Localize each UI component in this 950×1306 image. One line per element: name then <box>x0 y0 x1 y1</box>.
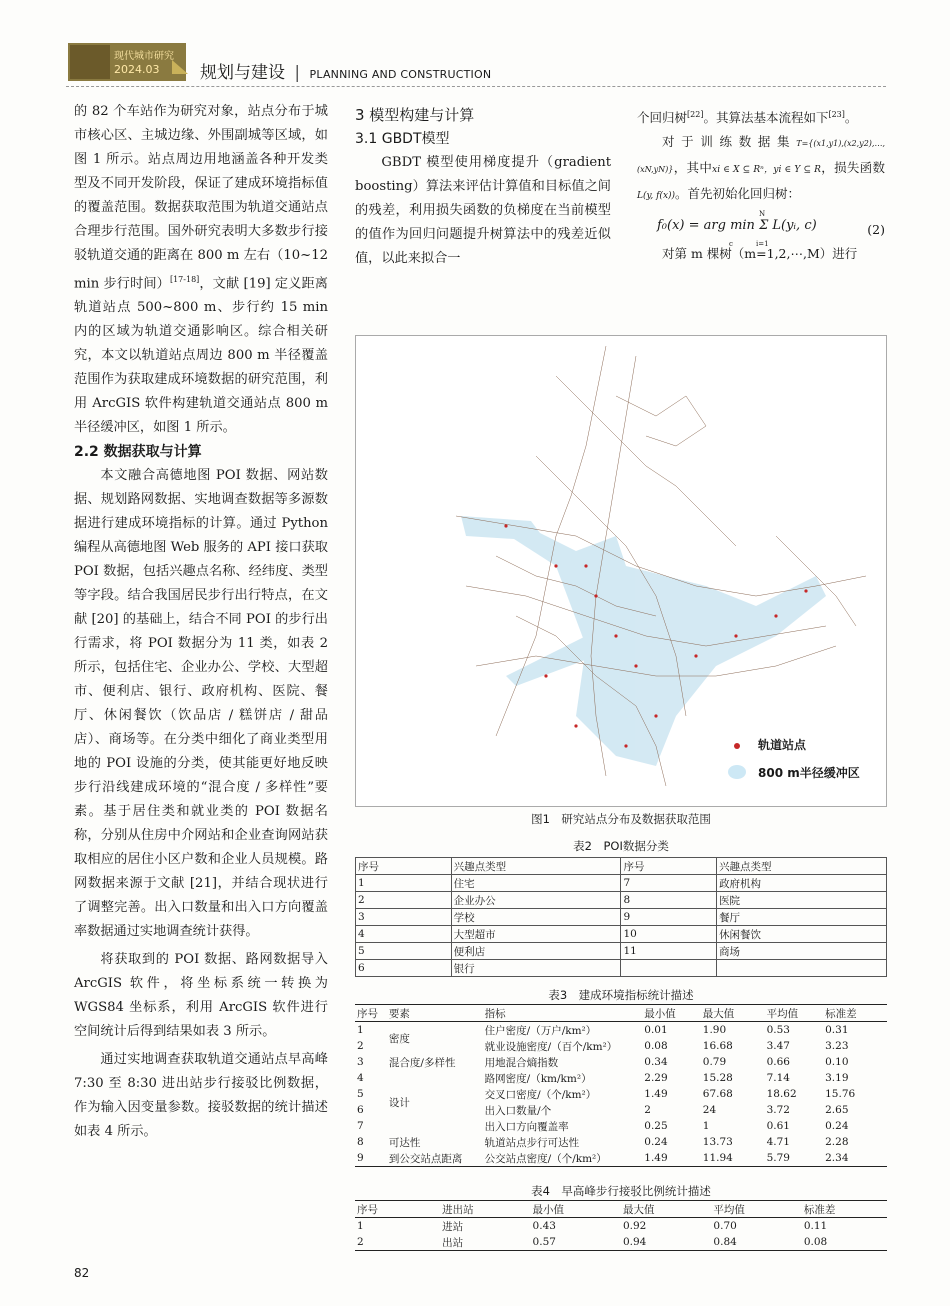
journal-name: 现代城市研究 <box>114 51 174 62</box>
table-row <box>356 960 887 977</box>
journal-logo <box>68 43 186 81</box>
table-cell: 9 <box>355 1150 387 1167</box>
table-group-cell: 设计 <box>388 1096 410 1109</box>
page-number: 82 <box>74 1266 90 1280</box>
section-title-en: PLANNING AND CONSTRUCTION <box>309 68 492 81</box>
table-cell: 3 <box>357 1056 364 1068</box>
table-cell: 0.34 <box>644 1056 668 1068</box>
middle-column <box>355 103 611 271</box>
table-cell: 67.68 <box>702 1088 733 1100</box>
section-title-cn: 规划与建设 <box>200 63 285 83</box>
table-row <box>355 1134 887 1150</box>
table-cell: 7.14 <box>766 1072 790 1084</box>
table-header: 标准差 <box>802 1201 887 1218</box>
table-header: 最大值 <box>621 1201 711 1218</box>
table-3 <box>355 1004 887 1167</box>
table-cell: 18.62 <box>766 1088 797 1100</box>
section-title: 规划与建设 | PLANNING AND CONSTRUCTION <box>200 63 492 83</box>
paragraph-text: ，损失函数 <box>820 160 885 176</box>
table-cell: 轨道站点步行可达性 <box>484 1136 580 1149</box>
table-group-cell: 密度 <box>388 1032 410 1045</box>
table-cell: 4 <box>357 1072 364 1084</box>
buffer-network <box>486 521 826 766</box>
table-cell: 15.28 <box>702 1072 733 1084</box>
table-cell: 0.66 <box>766 1056 790 1068</box>
table-cell: 0.25 <box>644 1120 668 1132</box>
table-cell: 0.08 <box>802 1234 887 1251</box>
table-row <box>356 943 887 960</box>
table-cell: 0.92 <box>622 1220 647 1232</box>
table-cell: 0.61 <box>766 1120 790 1132</box>
table-cell: 1 <box>357 1220 364 1232</box>
table-4 <box>355 1200 887 1251</box>
paragraph: 将获取到的 POI 数据、路网数据导入 ArcGIS 软件，将坐标系统一转换为 WGS84 坐标系，利用 ArcGIS 软件进行空间统计后得到结果如表 3 所示。 <box>74 952 328 1040</box>
table-header: 兴趣点类型 <box>717 858 887 875</box>
math-trainset: T={(x1,y1),(x2,y2),…,(xN,yN)} <box>637 139 885 175</box>
paragraph <box>637 130 885 208</box>
table-cell: 3.72 <box>766 1104 790 1116</box>
table-row <box>355 1150 887 1167</box>
table-cell: 3 <box>356 909 452 926</box>
table-cell: 就业设施密度/（百个/km²） <box>484 1040 618 1053</box>
table-cell: 3.47 <box>766 1040 790 1052</box>
table-cell <box>717 960 887 977</box>
table-header: 进出站 <box>440 1201 530 1218</box>
table-cell: 9 <box>621 909 717 926</box>
table-cell: 便利店 <box>451 943 621 960</box>
citation: [22] <box>687 110 704 119</box>
section-heading-3-1: 3.1 GBDT模型 <box>355 131 450 147</box>
table-cell: 医院 <box>717 892 887 909</box>
math-loss: L(y, f(x)) <box>637 191 676 202</box>
table-cell: 2.29 <box>644 1072 668 1084</box>
table-row <box>356 892 887 909</box>
table-group-cell: 可达性 <box>388 1136 421 1149</box>
table-cell: 商场 <box>717 943 887 960</box>
table-header: 最小值 <box>642 1005 701 1022</box>
table-cell: 5 <box>357 1088 364 1100</box>
table-cell: 0.11 <box>803 1220 828 1232</box>
table-cell: 4.71 <box>766 1136 790 1148</box>
table-3-caption: 表3 建成环境指标统计描述 <box>548 988 694 1002</box>
paragraph: GBDT 模型使用梯度提升（gradient boosting）算法来评估计算值和目标值之间的残差，利用损失函数的负梯度在当前模型的值作为回归问题提升树算法中的残差近似值，以此来拟合一 <box>355 155 611 266</box>
table-cell <box>621 960 717 977</box>
table-header: 序号 <box>355 1201 440 1218</box>
table-cell: 政府机构 <box>717 875 887 892</box>
table-row <box>355 1070 887 1086</box>
issue-number: 2024.03 <box>114 63 160 76</box>
table-cell: 进站 <box>442 1220 464 1233</box>
table-cell: 7 <box>357 1120 364 1132</box>
table-header: 最大值 <box>701 1005 765 1022</box>
table-cell: 6 <box>357 1104 364 1116</box>
table-cell: 用地混合熵指数 <box>484 1056 559 1069</box>
table-cell: 0.57 <box>531 1234 621 1251</box>
table-cell: 5 <box>356 943 452 960</box>
table-cell: 0.94 <box>621 1234 711 1251</box>
table-cell: 1.49 <box>642 1150 701 1167</box>
paragraph-text: 对于训练数据集 <box>662 134 797 150</box>
paragraph-text: 的 82 个车站作为研究对象，站点分布于城市核心区、主城边缘、外围副城等区域，如图 1 所示。站点周边用地涵盖各种开发类型及不同开发阶段，保证了建成环境指标值的覆盖范围。数据获取范围为轨道交通站点合理步行范围。国外研究表明大多数步行接驳轨道交通的距离在 800 m 左右（10~12 min 步行时间） <box>74 104 328 292</box>
table-cell: 16.68 <box>702 1040 733 1052</box>
equation-2 <box>637 208 885 249</box>
logo-photo <box>70 45 110 79</box>
table-cell: 0.01 <box>644 1024 668 1036</box>
figure-1-caption: 图1 研究站点分布及数据获取范围 <box>531 812 711 826</box>
equation-upper-limit: N <box>759 210 766 219</box>
paragraph: 本文融合高德地图 POI 数据、网站数据、规划路网数据、实地调查数据等多源数据进行建成环境指标的计算。通过 Python 编程从高德地图 Web 服务的 API 接口获取 POI 数据，包括兴趣点名称、经纬度、类型等字段。结合我国居民步行出行特点，在文献 [20] 的基础上，结合不同 POI 的步行出行需求，将 POI 数据分为 11 类，如表 2 所示，包括住宅、企业办公、学校、大型超市、便利店、银行、政府机构、医院、餐厅、休闲餐饮（饮品店 / 糕饼店 / 甜品店）、商场等。在分类中细化了商业类型用地的 POI 设施的分类，使其能更好地反映步行沿线建成环境的“混合度 / 多样性”要素。基于居住类和就业类的 POI 数据名称，分别从住房中介网站和企业查询网站获取相应的居住小区户数和企业人员规模。路网数据来源于文献 [21]，并结合现状进行了调整完善。出入口数量和出入口方向覆盖率数据通过实地调查统计获得。 <box>74 468 328 940</box>
paragraph-text: 。其算法基本流程如下 <box>703 110 829 126</box>
paragraph-text: 。 <box>844 110 858 126</box>
table-cell: 住宅 <box>451 875 621 892</box>
buffer-west <box>461 516 546 541</box>
table-cell: 公交站点密度/（个/km²） <box>483 1150 643 1167</box>
table-row <box>356 875 887 892</box>
table-cell: 1 <box>702 1120 710 1132</box>
math-condition: xi ∈ X ⊆ Rⁿ，yi ∈ Y ⊆ R <box>712 165 821 176</box>
table-cell: 4 <box>356 926 452 943</box>
table-cell: 出站 <box>440 1234 530 1251</box>
header-rule <box>66 86 886 88</box>
equation-number: (2) <box>867 222 885 238</box>
table-cell: 3.23 <box>825 1040 849 1052</box>
table-cell: 2 <box>355 1234 440 1251</box>
table-cell: 大型超市 <box>451 926 621 943</box>
table-cell: 学校 <box>451 909 621 926</box>
buffer-zones <box>461 516 826 766</box>
paragraph <box>74 100 328 440</box>
table-2 <box>355 857 887 977</box>
equation-lower-limit: i=1 <box>756 240 769 249</box>
legend-station-label: 轨道站点 <box>758 738 807 752</box>
table-row <box>356 926 887 943</box>
table-cell: 0.31 <box>825 1024 849 1036</box>
logo-corner-decoration <box>172 60 188 74</box>
table-cell: 路网密度/（km/km²） <box>484 1072 592 1085</box>
table-4-caption: 表4 早高峰步行接驳比例统计描述 <box>531 1184 711 1198</box>
left-column <box>74 100 328 1144</box>
figure-1-map <box>355 335 887 807</box>
legend-buffer-symbol <box>728 765 746 779</box>
table-header: 序号 <box>356 858 452 875</box>
table-cell: 1.90 <box>702 1024 727 1036</box>
table-group-cell: 混合度/多样性 <box>388 1056 456 1069</box>
paragraph-text: ，其中 <box>673 160 713 176</box>
citation: [17-18] <box>169 275 200 284</box>
table-header: 最小值 <box>531 1201 621 1218</box>
table-cell: 2.34 <box>823 1150 887 1167</box>
table-header: 指标 <box>483 1005 643 1022</box>
table-cell: 0.43 <box>532 1220 556 1232</box>
table-row <box>355 1234 887 1251</box>
table-header: 序号 <box>621 858 717 875</box>
table-header: 序号 <box>355 1005 387 1022</box>
table-cell: 2 <box>644 1104 651 1116</box>
table-cell: 0.24 <box>644 1136 668 1148</box>
paragraph: 对第 m 棵树（m=1,2,⋯,M）进行 <box>662 246 858 262</box>
legend-buffer-label: 800 m半径缓冲区 <box>758 766 860 780</box>
table-row <box>355 1022 887 1039</box>
equation-body: f₀(x) = arg min Σ L(yᵢ, c) <box>657 218 817 234</box>
table-cell: 1 <box>357 1024 364 1036</box>
section-heading-2-2: 2.2 数据获取与计算 <box>74 444 202 461</box>
table-cell: 0.53 <box>766 1024 790 1036</box>
table-cell: 0.84 <box>711 1234 801 1251</box>
paragraph-text: 个回归树 <box>637 110 688 126</box>
table-cell: 11 <box>621 943 717 960</box>
table-cell: 8 <box>621 892 717 909</box>
table-cell: 交叉口密度/（个/km²） <box>484 1088 597 1101</box>
paragraph-text: 。首先初始化回归树： <box>675 186 801 202</box>
table-group-cell: 到公交站点距离 <box>387 1150 483 1167</box>
table-cell: 8 <box>357 1136 364 1148</box>
table-cell: 2 <box>357 1040 364 1052</box>
table-cell: 休闲餐饮 <box>717 926 887 943</box>
legend-station-symbol <box>734 743 740 749</box>
table-cell: 出入口方向覆盖率 <box>484 1120 569 1133</box>
table-row <box>355 1054 887 1070</box>
table-cell: 餐厅 <box>717 909 887 926</box>
table-cell: 10 <box>621 926 717 943</box>
table-cell: 0.10 <box>825 1056 849 1068</box>
table-header: 标准差 <box>823 1005 887 1022</box>
table-header: 兴趣点类型 <box>451 858 621 875</box>
equation-argmin-var: c <box>729 240 733 249</box>
table-cell: 住户密度/（万户/km²） <box>484 1024 597 1037</box>
table-cell: 2.28 <box>825 1136 849 1148</box>
table-cell: 0.79 <box>702 1056 727 1068</box>
table-cell: 3.19 <box>825 1072 849 1084</box>
table-cell: 2.65 <box>825 1104 849 1116</box>
right-column <box>637 103 885 266</box>
citation: [23] <box>828 110 845 119</box>
map-graphic <box>356 336 886 806</box>
paragraph: 通过实地调查获取轨道交通站点早高峰 7:30 至 8:30 进出站步行接驳比例数据，作为输入因变量参数。接驳数据的统计描述如表 4 所示。 <box>74 1052 328 1140</box>
table-cell: 1.49 <box>644 1088 668 1100</box>
table-2-caption: 表2 POI数据分类 <box>573 839 669 853</box>
table-header: 平均值 <box>765 1005 824 1022</box>
table-header: 要素 <box>387 1005 483 1022</box>
table-cell: 银行 <box>451 960 621 977</box>
table-cell: 24 <box>702 1104 717 1116</box>
paragraph-text: ，文献 [19] 定义距离轨道站点 500~800 m、步行约 15 min 内的区域为轨道交通影响区。综合相关研究，本文以轨道站点周边 800 m 半径覆盖范围作为获取建成环境数据的研究范围，利用 ArcGIS 软件构建轨道交通站点 800 m 半径缓冲区，如图 1 所示。 <box>74 276 328 436</box>
table-row <box>356 909 887 926</box>
table-cell: 7 <box>621 875 717 892</box>
table-cell: 15.76 <box>825 1088 856 1100</box>
paragraph <box>637 103 885 130</box>
table-cell: 企业办公 <box>451 892 621 909</box>
table-cell: 6 <box>356 960 452 977</box>
table-cell: 11.94 <box>701 1150 765 1167</box>
table-row <box>355 1218 887 1235</box>
table-cell: 0.08 <box>644 1040 668 1052</box>
table-cell: 13.73 <box>702 1136 733 1148</box>
table-cell: 出入口数量/个 <box>484 1104 552 1117</box>
table-cell: 0.24 <box>825 1120 849 1132</box>
table-header: 平均值 <box>711 1201 801 1218</box>
section-heading-3: 3 模型构建与计算 <box>355 106 475 124</box>
table-cell: 1 <box>356 875 452 892</box>
table-cell: 0.70 <box>713 1220 737 1232</box>
table-cell: 5.79 <box>765 1150 824 1167</box>
table-cell: 2 <box>356 892 452 909</box>
